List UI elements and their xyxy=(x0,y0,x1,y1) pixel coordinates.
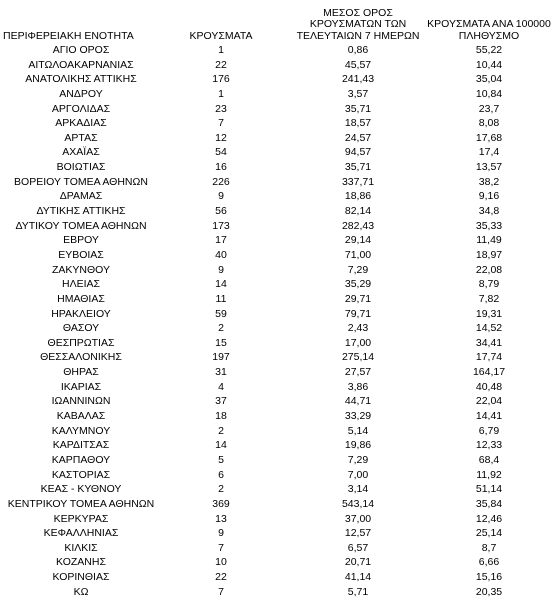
cell-7day-average: 3,14 xyxy=(347,483,369,496)
cell-cases: 15 xyxy=(215,336,227,349)
table-row xyxy=(0,585,560,600)
cell-cases-per-100000: 34,41 xyxy=(475,336,503,349)
table-row xyxy=(0,570,560,585)
cell-cases-per-100000: 68,4 xyxy=(478,453,500,466)
cell-regional-unit: ΘΑΣΟΥ xyxy=(62,322,100,335)
table-row xyxy=(0,87,560,102)
cell-regional-unit: ΚΟΡΙΝΘΙΑΣ xyxy=(52,571,110,584)
cell-cases: 31 xyxy=(215,366,227,379)
cell-cases: 16 xyxy=(215,161,227,174)
cell-cases-per-100000: 8,7 xyxy=(481,541,497,554)
cell-cases-per-100000: 14,41 xyxy=(475,410,503,423)
cell-regional-unit: ΔΡΑΜΑΣ xyxy=(59,190,103,203)
cell-regional-unit: ΚΕΑΣ - ΚΥΘΝΟΥ xyxy=(40,483,122,496)
cell-7day-average: 337,71 xyxy=(341,175,375,188)
cell-7day-average: 7,29 xyxy=(347,453,369,466)
cell-cases: 173 xyxy=(212,219,230,232)
cell-7day-average: 45,57 xyxy=(344,58,372,71)
cell-7day-average: 543,14 xyxy=(341,497,375,510)
table-row xyxy=(0,131,560,146)
cell-cases: 23 xyxy=(215,102,227,115)
cell-regional-unit: ΑΓΙΟ ΟΡΟΣ xyxy=(52,44,110,56)
cell-regional-unit: ΑΡΓΟΛΙΔΑΣ xyxy=(51,102,111,115)
cell-cases: 2 xyxy=(218,424,224,437)
cell-7day-average: 3,86 xyxy=(347,380,369,393)
table-row xyxy=(0,394,560,409)
cell-7day-average: 24,57 xyxy=(344,131,372,144)
cell-cases-per-100000: 22,08 xyxy=(475,263,503,276)
cell-7day-average: 35,71 xyxy=(344,161,372,174)
cell-cases: 176 xyxy=(212,73,230,86)
cell-7day-average: 41,14 xyxy=(344,571,372,584)
cell-cases-per-100000: 17,74 xyxy=(475,351,503,364)
cell-cases-per-100000: 17,68 xyxy=(475,131,503,144)
cell-cases: 40 xyxy=(215,248,227,261)
cell-cases-per-100000: 38,2 xyxy=(478,175,500,188)
cell-cases: 10 xyxy=(215,556,227,569)
header-regional-unit: ΠΕΡΙΦΕΡΕΙΑΚΗ ΕΝΟΤΗΤΑ xyxy=(3,29,134,42)
cell-cases-per-100000: 15,16 xyxy=(475,571,503,584)
cell-7day-average: 82,14 xyxy=(344,205,372,218)
cell-7day-average: 7,00 xyxy=(347,468,369,481)
table-row xyxy=(0,512,560,527)
cell-cases-per-100000: 164,17 xyxy=(472,366,506,379)
cell-cases: 22 xyxy=(215,571,227,584)
cell-cases-per-100000: 40,48 xyxy=(475,380,503,393)
table-row xyxy=(0,219,560,234)
table-row xyxy=(0,43,560,58)
header-7day-average: ΜΕΣΟΣ ΟΡΟΣ ΚΡΟΥΣΜΑΤΩΝ ΤΩΝ ΤΕΛΕΥΤΑΙΩΝ 7 ΗΜΕΡΩΝ xyxy=(296,6,420,42)
cell-regional-unit: ΚΑΣΤΟΡΙΑΣ xyxy=(51,468,111,481)
cell-regional-unit: ΗΡΑΚΛΕΙΟΥ xyxy=(51,307,111,320)
table-row xyxy=(0,424,560,439)
cell-7day-average: 12,57 xyxy=(344,527,372,540)
cell-regional-unit: ΚΩ xyxy=(73,585,89,598)
cell-cases-per-100000: 34,8 xyxy=(478,205,500,218)
table-row xyxy=(0,307,560,322)
cell-regional-unit: ΗΛΕΙΑΣ xyxy=(61,278,100,291)
cell-regional-unit: ΕΥΒΟΙΑΣ xyxy=(58,248,104,261)
cell-7day-average: 35,71 xyxy=(344,102,372,115)
cell-regional-unit: ΚΑΡΠΑΘΟΥ xyxy=(51,453,111,466)
cell-regional-unit: ΖΑΚΥΝΘΟΥ xyxy=(51,263,110,276)
cell-7day-average: 7,29 xyxy=(347,263,369,276)
cell-regional-unit: ΑΡΚΑΔΙΑΣ xyxy=(55,117,107,130)
cell-regional-unit: ΚΑΡΔΙΤΣΑΣ xyxy=(52,439,110,452)
cell-cases-per-100000: 18,97 xyxy=(475,248,503,261)
header-cases: ΚΡΟΥΣΜΑΤΑ xyxy=(189,29,253,42)
cell-cases-per-100000: 11,49 xyxy=(476,234,502,247)
cell-7day-average: 37,00 xyxy=(344,512,372,525)
cell-regional-unit: ΑΡΤΑΣ xyxy=(64,131,98,144)
cell-cases: 2 xyxy=(218,483,224,496)
cell-7day-average: 282,43 xyxy=(341,219,375,232)
cell-regional-unit: ΚΑΒΑΛΑΣ xyxy=(56,410,106,423)
cell-7day-average: 2,43 xyxy=(347,322,369,335)
cell-cases-per-100000: 12,33 xyxy=(475,439,503,452)
cell-7day-average: 27,57 xyxy=(344,366,372,379)
cell-cases: 4 xyxy=(218,380,224,393)
cell-regional-unit: ΗΜΑΘΙΑΣ xyxy=(57,292,105,305)
cell-7day-average: 79,71 xyxy=(344,307,372,320)
cell-7day-average: 20,71 xyxy=(344,556,372,569)
cell-cases-per-100000: 35,33 xyxy=(475,219,503,232)
cell-regional-unit: ΑΝΑΤΟΛΙΚΗΣ ΑΤΤΙΚΗΣ xyxy=(25,73,137,86)
table-row xyxy=(0,248,560,263)
cell-cases-per-100000: 13,57 xyxy=(475,161,503,174)
cell-cases-per-100000: 22,04 xyxy=(475,395,503,408)
cell-7day-average: 29,14 xyxy=(344,234,372,247)
cell-cases-per-100000: 23,7 xyxy=(478,102,500,115)
cell-regional-unit: ΒΟΙΩΤΙΑΣ xyxy=(56,161,106,174)
cell-cases: 7 xyxy=(218,117,224,130)
cell-cases: 9 xyxy=(218,190,224,203)
cell-regional-unit: ΚΕΝΤΡΙΚΟΥ ΤΟΜΕΑ ΑΘΗΝΩΝ xyxy=(7,497,155,510)
table-row xyxy=(0,438,560,453)
cell-regional-unit: ΘΗΡΑΣ xyxy=(63,366,99,379)
cell-regional-unit: ΚΟΖΑΝΗΣ xyxy=(56,556,106,569)
table-row xyxy=(0,160,560,175)
cell-cases-per-100000: 10,84 xyxy=(475,87,503,100)
table-row xyxy=(0,292,560,307)
table-row xyxy=(0,277,560,292)
cell-cases-per-100000: 7,82 xyxy=(478,292,500,305)
cell-regional-unit: ΔΥΤΙΚΟΥ ΤΟΜΕΑ ΑΘΗΝΩΝ xyxy=(15,219,147,232)
cell-cases-per-100000: 25,14 xyxy=(475,527,503,540)
table-row xyxy=(0,526,560,541)
cell-regional-unit: ΙΚΑΡΙΑΣ xyxy=(60,380,102,393)
cell-regional-unit: ΑΝΔΡΟΥ xyxy=(59,87,103,100)
table-body xyxy=(0,43,560,599)
table-row xyxy=(0,189,560,204)
cell-cases: 2 xyxy=(218,322,224,335)
cell-regional-unit: ΚΕΦΑΛΛΗΝΙΑΣ xyxy=(43,527,119,540)
cell-cases-per-100000: 35,04 xyxy=(475,73,503,86)
table-row xyxy=(0,175,560,190)
cell-7day-average: 3,57 xyxy=(347,87,369,100)
table-row xyxy=(0,72,560,87)
cell-7day-average: 6,57 xyxy=(347,541,369,554)
cell-cases-per-100000: 9,16 xyxy=(478,190,500,203)
cell-regional-unit: ΘΕΣΠΡΩΤΙΑΣ xyxy=(47,336,115,349)
cell-cases: 1 xyxy=(218,44,224,56)
cell-cases-per-100000: 55,22 xyxy=(475,44,503,56)
cell-cases: 14 xyxy=(215,278,227,291)
table-row xyxy=(0,336,560,351)
table-header xyxy=(0,0,560,42)
cell-cases: 17 xyxy=(215,234,227,247)
table-row xyxy=(0,453,560,468)
table-row xyxy=(0,555,560,570)
table-row xyxy=(0,497,560,512)
cell-7day-average: 5,71 xyxy=(347,585,369,598)
cell-cases: 7 xyxy=(218,585,224,598)
table-row xyxy=(0,482,560,497)
cell-cases: 54 xyxy=(215,146,227,159)
cell-cases: 18 xyxy=(215,410,227,423)
cell-cases: 14 xyxy=(215,439,227,452)
cell-regional-unit: ΕΒΡΟΥ xyxy=(63,234,99,247)
header-cases-per-100000: ΚΡΟΥΣΜΑΤΑ ΑΝΑ 100000 ΠΛΗΘΥΣΜΟ xyxy=(427,18,551,42)
cell-cases: 9 xyxy=(218,263,224,276)
cell-cases-per-100000: 51,14 xyxy=(475,483,503,496)
table-row xyxy=(0,58,560,73)
cell-cases-per-100000: 20,35 xyxy=(475,585,503,598)
cell-7day-average: 0,86 xyxy=(347,44,369,56)
cell-7day-average: 33,29 xyxy=(344,410,372,423)
table-row xyxy=(0,145,560,160)
cell-regional-unit: ΒΟΡΕΙΟΥ ΤΟΜΕΑ ΑΘΗΝΩΝ xyxy=(14,175,148,188)
cell-regional-unit: ΑΧΑΪΑΣ xyxy=(62,146,100,159)
cell-cases: 56 xyxy=(215,205,227,218)
cell-cases: 11 xyxy=(215,292,227,305)
cell-cases: 6 xyxy=(218,468,224,481)
cell-regional-unit: ΚΑΛΥΜΝΟΥ xyxy=(51,424,111,437)
cell-cases: 1 xyxy=(218,87,224,100)
table-row xyxy=(0,263,560,278)
table-row xyxy=(0,102,560,117)
table-row xyxy=(0,468,560,483)
table-row xyxy=(0,321,560,336)
cell-7day-average: 71,00 xyxy=(344,248,372,261)
cell-cases-per-100000: 17,4 xyxy=(478,146,500,159)
cell-7day-average: 275,14 xyxy=(341,351,375,364)
table-row xyxy=(0,380,560,395)
cell-cases-per-100000: 11,92 xyxy=(476,468,502,481)
cell-cases-per-100000: 8,79 xyxy=(478,278,500,291)
cell-cases-per-100000: 12,46 xyxy=(475,512,503,525)
cell-cases: 197 xyxy=(212,351,230,364)
cell-cases: 13 xyxy=(215,512,227,525)
cell-cases-per-100000: 8,08 xyxy=(478,117,500,130)
cell-7day-average: 35,29 xyxy=(344,278,372,291)
cell-regional-unit: ΑΙΤΩΛΟΑΚΑΡΝΑΝΙΑΣ xyxy=(28,58,134,71)
table-row xyxy=(0,365,560,380)
cell-7day-average: 18,57 xyxy=(344,117,372,130)
cell-cases: 12 xyxy=(215,131,227,144)
table-row xyxy=(0,350,560,365)
cell-7day-average: 18,86 xyxy=(344,190,372,203)
cell-7day-average: 19,86 xyxy=(344,439,372,452)
cell-7day-average: 241,43 xyxy=(341,73,375,86)
cell-cases-per-100000: 19,31 xyxy=(475,307,503,320)
cell-regional-unit: ΘΕΣΣΑΛΟΝΙΚΗΣ xyxy=(40,351,122,364)
cell-cases: 5 xyxy=(218,453,224,466)
cell-cases-per-100000: 14,52 xyxy=(475,322,503,335)
cell-cases: 37 xyxy=(215,395,227,408)
cell-cases: 7 xyxy=(218,541,224,554)
table-row xyxy=(0,204,560,219)
cell-7day-average: 29,71 xyxy=(344,292,372,305)
cell-cases: 59 xyxy=(215,307,227,320)
cell-regional-unit: ΚΕΡΚΥΡΑΣ xyxy=(53,512,109,525)
cell-7day-average: 17,00 xyxy=(344,336,372,349)
cell-cases: 22 xyxy=(215,58,227,71)
cell-regional-unit: ΚΙΛΚΙΣ xyxy=(64,541,98,554)
cell-cases: 369 xyxy=(212,497,230,510)
table-row xyxy=(0,116,560,131)
cell-cases: 9 xyxy=(218,527,224,540)
cell-regional-unit: ΙΩΑΝΝΙΝΩΝ xyxy=(51,395,111,408)
cell-cases-per-100000: 35,84 xyxy=(475,497,503,510)
cell-regional-unit: ΔΥΤΙΚΗΣ ΑΤΤΙΚΗΣ xyxy=(36,205,126,218)
table-row xyxy=(0,541,560,556)
cell-cases: 226 xyxy=(212,175,230,188)
table-row xyxy=(0,233,560,248)
cell-cases-per-100000: 6,66 xyxy=(478,556,500,569)
cell-7day-average: 44,71 xyxy=(344,395,372,408)
table-row xyxy=(0,409,560,424)
cell-cases-per-100000: 10,44 xyxy=(475,58,503,71)
cell-7day-average: 5,14 xyxy=(347,424,369,437)
cell-cases-per-100000: 6,79 xyxy=(478,424,500,437)
cell-7day-average: 94,57 xyxy=(344,146,372,159)
